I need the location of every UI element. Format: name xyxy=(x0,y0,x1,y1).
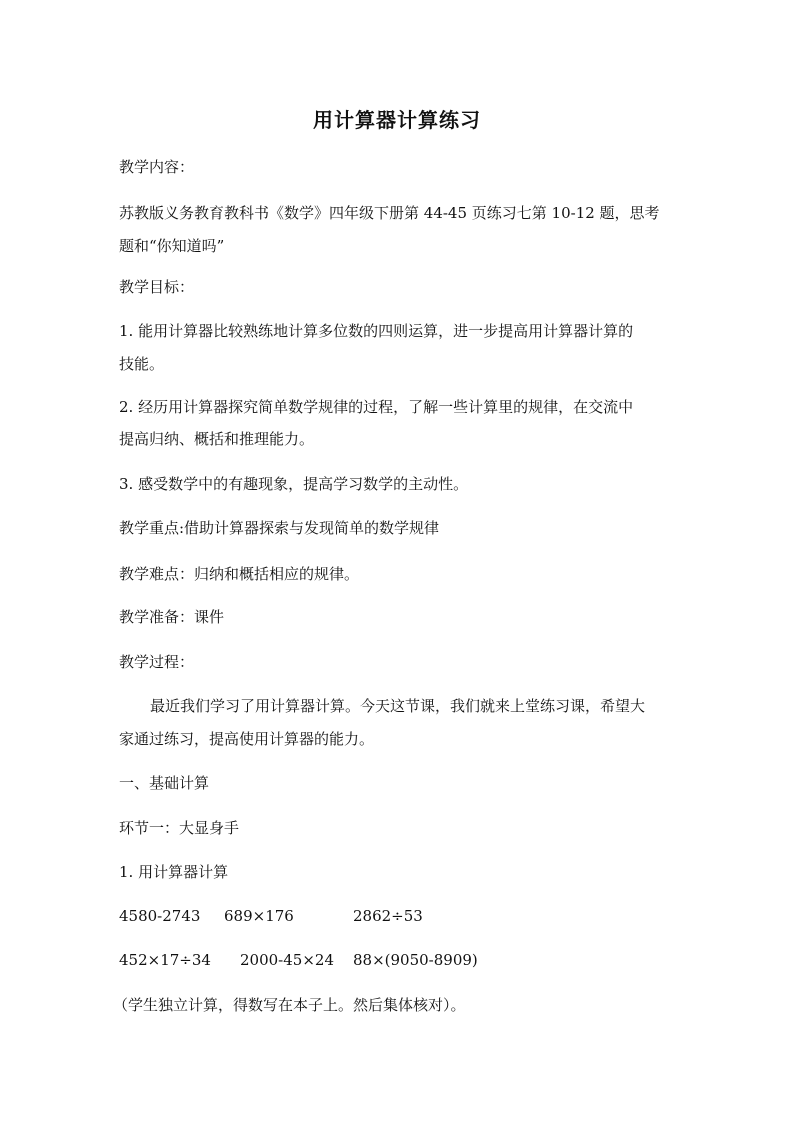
stage-one-heading: 环节一：大显身手 xyxy=(119,819,240,837)
goal-2-line-1: 2. 经历用计算器探究简单数学规律的过程，了解一些计算里的规律，在交流中 xyxy=(119,398,634,416)
goal-3: 3. 感受数学中的有趣现象，提高学习数学的主动性。 xyxy=(119,475,469,493)
formula-2: 689×176 xyxy=(224,907,294,925)
formula-1: 4580-2743 xyxy=(119,907,201,925)
goal-1-line-2: 技能。 xyxy=(119,355,165,373)
formula-5: 2000-45×24 xyxy=(240,951,334,969)
page-title: 用计算器计算练习 xyxy=(313,108,481,132)
goal-2-line-2: 提高归纳、概括和推理能力。 xyxy=(119,430,315,448)
section-label-goals: 教学目标： xyxy=(119,278,195,296)
intro-paragraph-line-2: 家通过练习，提高使用计算器的能力。 xyxy=(119,730,375,748)
goal-1-line-1: 1. 能用计算器比较熟练地计算多位数的四则运算，进一步提高用计算器计算的 xyxy=(119,322,634,340)
instruction-note: （学生独立计算，得数写在本子上。然后集体核对）。 xyxy=(113,996,466,1014)
intro-paragraph-line-1: 最近我们学习了用计算器计算。今天这节课，我们就来上堂练习课，希望大 xyxy=(150,697,646,715)
content-line-1: 苏教版义务教育教科书《数学》四年级下册第 44-45 页练习七第 10-12 题，思考 xyxy=(119,204,660,222)
exercise-1-heading: 1. 用计算器计算 xyxy=(119,863,229,881)
part-one-heading: 一、基础计算 xyxy=(119,774,210,792)
difficulty: 教学难点：归纳和概括相应的规律。 xyxy=(119,565,360,583)
key-point: 教学重点:借助计算器探索与发现简单的数学规律 xyxy=(119,519,440,537)
formula-4: 452×17÷34 xyxy=(119,951,211,969)
content-line-2: 题和“你知道吗” xyxy=(119,237,225,255)
preparation: 教学准备：课件 xyxy=(119,608,225,626)
formula-6: 88×(9050-8909) xyxy=(353,951,478,969)
formula-3: 2862÷53 xyxy=(353,907,423,925)
section-label-content: 教学内容： xyxy=(119,158,195,176)
section-label-process: 教学过程： xyxy=(119,653,195,671)
